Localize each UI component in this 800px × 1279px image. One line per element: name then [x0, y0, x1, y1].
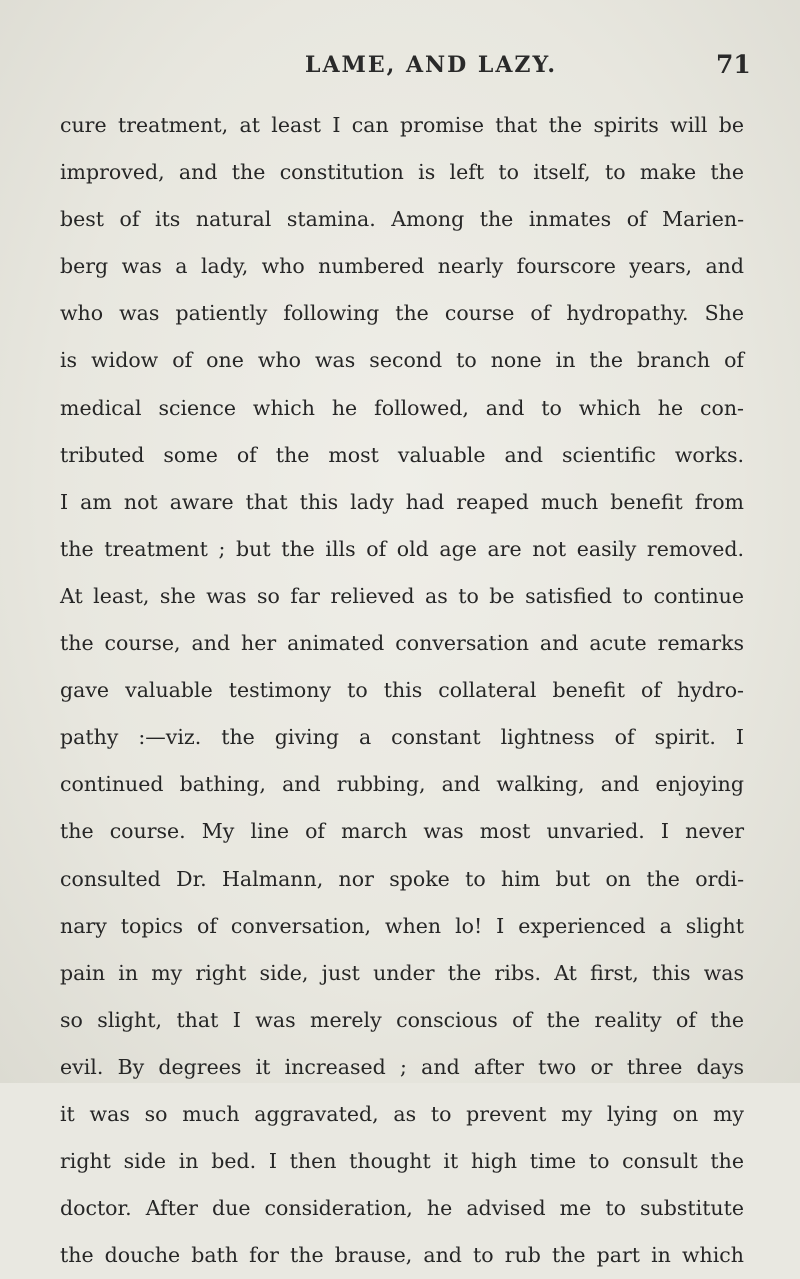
text-line: medical science which he followed, and to which he con- [60, 395, 744, 420]
text-line: gave valuable testimony to this collateral benefit of hydro- [60, 678, 744, 703]
text-line: I am not aware that this lady had reaped much benefit from [60, 489, 744, 514]
text-line: nary topics of conversation, when lo! I experienced a slight [60, 913, 744, 938]
page-number: 71 [716, 50, 751, 79]
text-line: improved, and the constitution is left to itself, to make the [60, 160, 744, 185]
text-line: pain in my right side, just under the ribs. At first, this was [60, 960, 744, 985]
text-line: tributed some of the most valuable and scientific works. [60, 442, 744, 467]
text-line: berg was a lady, who numbered nearly fourscore years, and [60, 254, 744, 279]
page-header [0, 50, 800, 90]
text-line: doctor. After due consideration, he advised me to substitute [60, 1196, 744, 1221]
body-text [60, 102, 744, 1279]
text-line: who was patiently following the course of hydropathy. She [60, 301, 744, 326]
text-line: cure treatment, at least I can promise that the spirits will be [60, 113, 744, 137]
text-line: the course. My line of march was most unvaried. I never [60, 819, 744, 844]
text-line: evil. By degrees it increased ; and after two or three days [60, 1054, 744, 1079]
text-line: the treatment ; but the ills of old age are not easily removed. [60, 536, 744, 561]
text-line: is widow of one who was second to none in the branch of [60, 348, 744, 373]
text-line: continued bathing, and rubbing, and walking, and enjoying [60, 772, 744, 797]
text-line: At least, she was so far relieved as to be satisfied to continue [60, 583, 744, 608]
text-line: consulted Dr. Halmann, nor spoke to him but on the ordi- [60, 866, 744, 891]
text-line: the douche bath for the brause, and to rub the part in which [60, 1243, 744, 1268]
text-line: it was so much aggravated, as to prevent my lying on my [60, 1101, 744, 1126]
text-line: pathy :—viz. the giving a constant lightness of spirit. I [60, 725, 744, 750]
text-line: right side in bed. I then thought it high time to consult the [60, 1149, 744, 1174]
text-line: the course, and her animated conversation and acute remarks [60, 631, 744, 656]
text-line: so slight, that I was merely conscious of the reality of the [60, 1007, 744, 1032]
text-line: best of its natural stamina. Among the inmates of Marien- [60, 207, 744, 232]
running-head: LAME, AND LAZY. [305, 52, 558, 78]
